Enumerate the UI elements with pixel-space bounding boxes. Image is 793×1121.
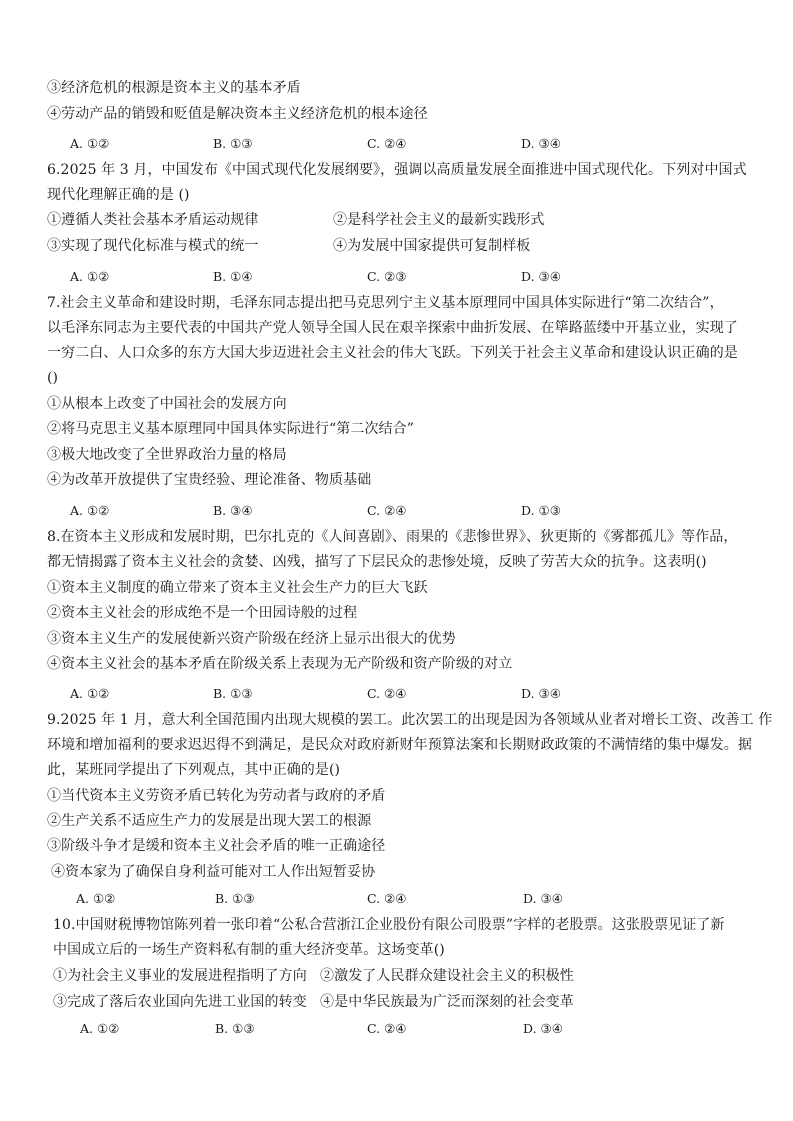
q6-stem-line-2: 现代化理解正确的是 (): [47, 187, 190, 203]
q6-stem-line-1: 6.2025 年 3 月，中国发布《中国式现代化发展纲要》，强调以高质量发展全面推进中国式现代化。下列对中国式: [47, 162, 747, 178]
q7-statement-1: ①从根本上改变了中国社会的发展方向: [47, 396, 287, 412]
q8-statement-2: ②资本主义社会的形成绝不是一个田园诗般的过程: [47, 605, 358, 621]
q5-statement-3: ③经济危机的根源是资本主义的基本矛盾: [47, 80, 301, 96]
q7-statement-3: ③极大地改变了全世界政治力量的格局: [47, 447, 287, 463]
q6-statement-2: ②是科学社会主义的最新实践形式: [333, 212, 545, 228]
q8-stem-line-2: 都无情揭露了资本主义社会的贪婪、凶残，描写了下层民众的悲惨处境，反映了劳苦大众的抗争。这表明(): [47, 554, 707, 570]
q8-option-b[interactable]: B. ①③: [213, 686, 253, 701]
q8-option-a[interactable]: A. ①②: [70, 686, 110, 701]
q10-options: [0, 1020, 793, 1038]
q9-statement-3: ③阶级斗争才是缓和资本主义社会矛盾的唯一正确途径: [47, 838, 386, 854]
q5-option-d[interactable]: D. ③④: [521, 136, 561, 151]
q10-option-d[interactable]: D. ③④: [523, 1021, 563, 1036]
q7-statement-4: ④为改革开放提供了宝贵经验、理论准备、物质基础: [47, 472, 372, 488]
q6-option-d[interactable]: D. ③④: [521, 269, 561, 284]
q9-option-c[interactable]: C. ②④: [367, 891, 407, 906]
q9-stem-line-2: 环境和增加福利的要求迟迟得不到满足，是民众对政府新财年预算法案和长期财政政策的不满情绪的集中爆发。据: [47, 737, 752, 753]
q8-statement-3: ③资本主义生产的发展使新兴资产阶级在经济上显示出很大的优势: [47, 631, 456, 647]
q9-statement-2: ②生产关系不适应生产力的发展是出现大罢工的根源: [47, 813, 372, 829]
q5-option-c[interactable]: C. ②④: [367, 136, 407, 151]
q8-statement-4: ④资本主义社会的基本矛盾在阶级关系上表现为无产阶级和资产阶级的对立: [47, 656, 513, 672]
q5-statement-4: ④劳动产品的销毁和贬值是解决资本主义经济危机的根本途径: [47, 106, 428, 122]
q7-stem-line-3: 一穷二白、人口众多的东方大国大步迈进社会主义社会的伟大飞跃。下列关于社会主义革命和建设认识正确的是: [47, 345, 738, 361]
q9-statement-1: ①当代资本主义劳资矛盾已转化为劳动者与政府的矛盾: [47, 788, 386, 804]
q9-stem-line-1: 9.2025 年 1 月，意大利全国范围内出现大规模的罢工。此次罢工的出现是因为各领域从业者对增长工资、改善工 作: [47, 712, 773, 728]
q7-stem-line-1: 7.社会主义革命和建设时期，毛泽东同志提出把马克思列宁主义基本原理同中国具体实际进行“第二次结合”，: [47, 295, 724, 311]
q7-option-a[interactable]: A. ①②: [70, 503, 110, 518]
q6-statement-3: ③实现了现代化标准与模式的统一: [47, 238, 259, 254]
q10-option-b[interactable]: B. ①③: [215, 1021, 255, 1036]
q7-options: [0, 502, 793, 520]
q7-stem-line-2: 以毛泽东同志为主要代表的中国共产党人领导全国人民在艰辛探索中曲折发展、在筚路蓝缕中开基立业，实现了: [47, 320, 738, 336]
q9-option-b[interactable]: B. ①③: [215, 891, 255, 906]
q10-option-a[interactable]: A. ①②: [80, 1021, 120, 1036]
q10-statement-4: ④是中华民族最为广泛而深刻的社会变革: [320, 994, 574, 1010]
q6-statement-1: ①遵循人类社会基本矛盾运动规律: [47, 212, 259, 228]
q7-option-c[interactable]: C. ②④: [367, 503, 407, 518]
q10-stem-line-1: 10.中国财税博物馆陈列着一张印着“公私合营浙江企业股份有限公司股票”字样的老股票。这张股票见证了新: [53, 917, 725, 933]
q7-statement-2: ②将马克思主义基本原理同中国具体实际进行“第二次结合”: [47, 421, 415, 437]
q8-stem-line-1: 8.在资本主义形成和发展时期，巴尔扎克的《人间喜剧》、雨果的《悲惨世界》、狄更斯的《雾都孤儿》等作品，: [47, 529, 738, 545]
q10-stem-line-2: 中国成立后的一场生产资料私有制的重大经济变革。这场变革(): [53, 942, 445, 958]
q6-options: [0, 268, 793, 286]
q9-option-a[interactable]: A. ①②: [76, 891, 116, 906]
q7-option-b[interactable]: B. ③④: [213, 503, 253, 518]
q8-options: [0, 685, 793, 703]
q10-option-c[interactable]: C. ②④: [367, 1021, 407, 1036]
q6-option-a[interactable]: A. ①②: [70, 269, 110, 284]
q6-option-c[interactable]: C. ②③: [367, 269, 407, 284]
q10-statement-1: ①为社会主义事业的发展进程指明了方向: [53, 968, 307, 984]
q6-option-b[interactable]: B. ①④: [213, 269, 253, 284]
q5-option-a[interactable]: A. ①②: [70, 136, 110, 151]
q5-options: [0, 135, 793, 153]
q9-option-d[interactable]: D. ③④: [523, 891, 563, 906]
q10-statement-3: ③完成了落后农业国向先进工业国的转变: [53, 994, 307, 1010]
q6-statement-4: ④为发展中国家提供可复制样板: [333, 238, 531, 254]
q8-statement-1: ①资本主义制度的确立带来了资本主义社会生产力的巨大飞跃: [47, 580, 428, 596]
q7-option-d[interactable]: D. ①③: [521, 503, 561, 518]
q5-option-b[interactable]: B. ①③: [213, 136, 253, 151]
q7-stem-line-4: (): [47, 370, 59, 386]
q8-option-c[interactable]: C. ②④: [367, 686, 407, 701]
q9-options: [0, 890, 793, 908]
q8-option-d[interactable]: D. ③④: [521, 686, 561, 701]
q9-statement-4: ④资本家为了确保自身利益可能对工人作出短暂妥协: [51, 864, 376, 880]
q10-statement-2: ②激发了人民群众建设社会主义的积极性: [320, 968, 574, 984]
q9-stem-line-3: 此，某班同学提出了下列观点，其中正确的是(): [47, 762, 341, 778]
